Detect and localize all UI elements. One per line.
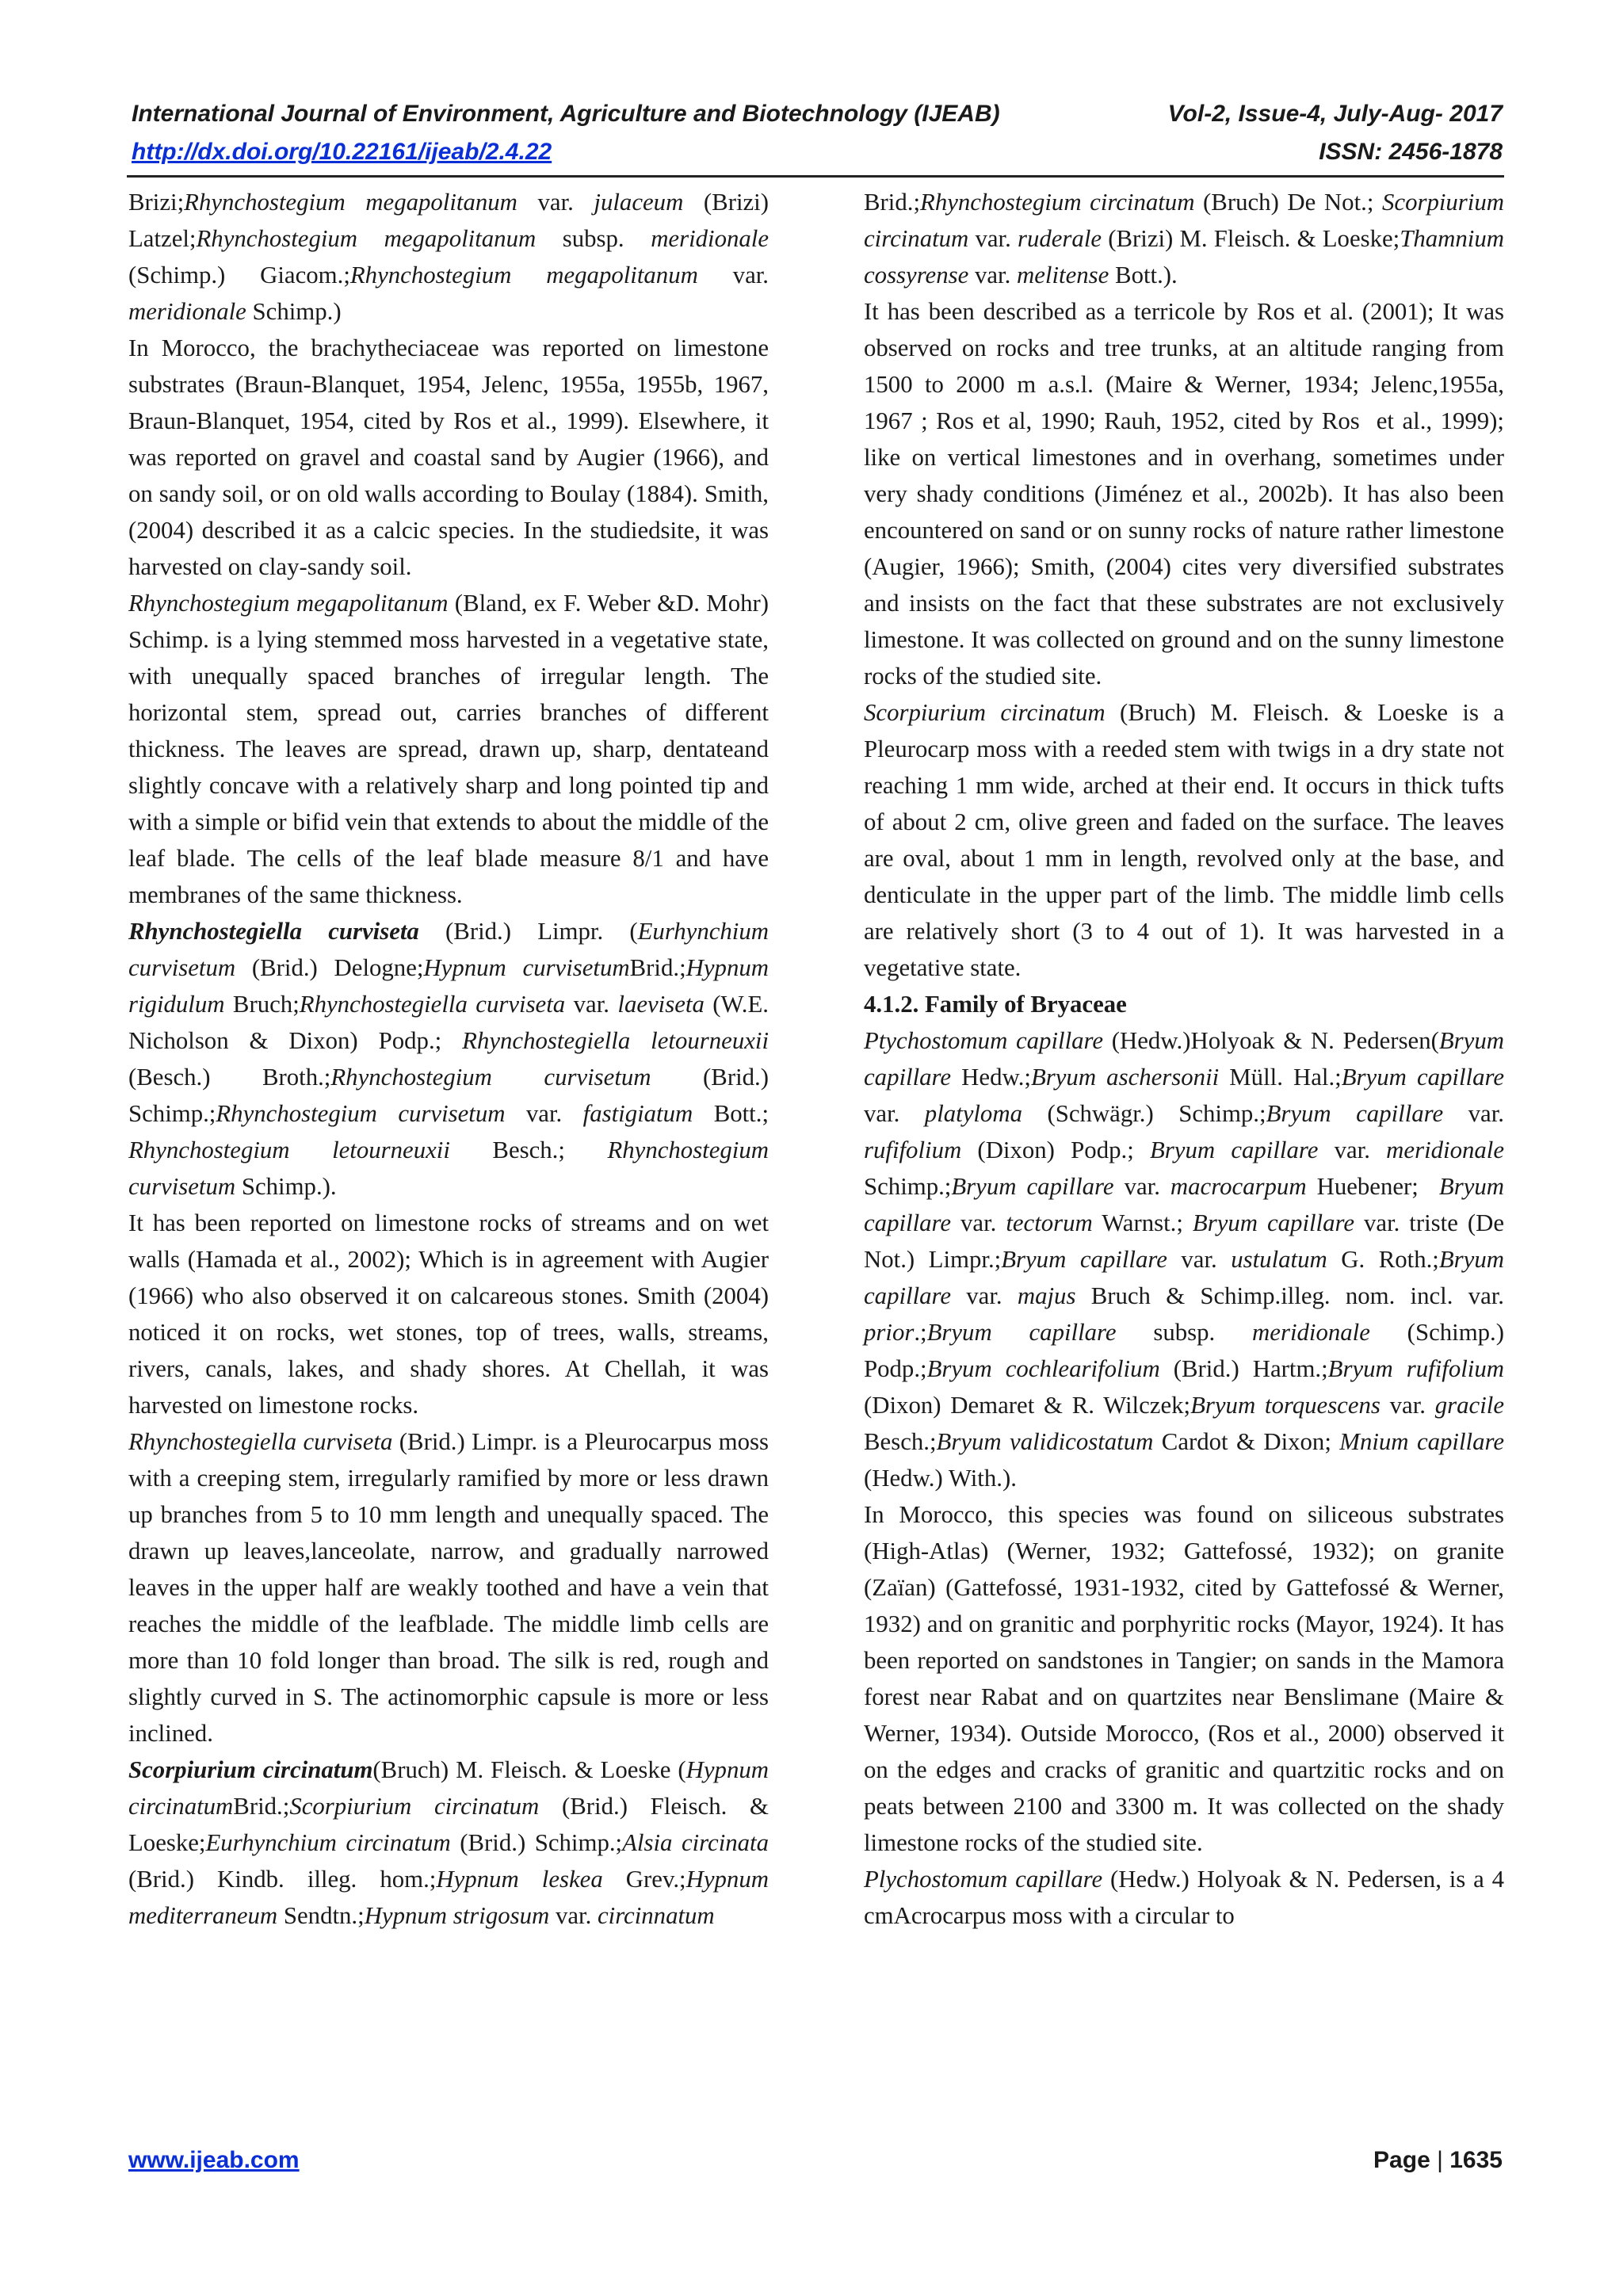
paragraph: Scorpiurium circinatum(Bruch) M. Fleisch. & Loeske (Hypnum circinatumBrid.;Scorpiurium circinatum (Brid.) Fleisch. & Loeske;Eurhynchium circinatum (Brid.) Schimp.;Alsia circinata (Brid.) Kindb. illeg. hom.;Hypnum leskea Grev.;Hypnum mediterraneum Sendtn.;Hypnum strigosum var. circinnatum [128,1756,769,1929]
left-column [128,184,769,1934]
journal-title: International Journal of Environment, Agriculture and Biotechnology (IJEAB) [132,101,1000,127]
header-divider [127,175,1504,178]
paragraph: Plychostomum capillare (Hedw.) Holyoak & N. Pedersen, is a 4 cmAcrocarpus moss with a circular to [864,1866,1504,1929]
paragraph: Rhynchostegiella curviseta (Brid.) Limpr. (Eurhynchium curvisetum (Brid.) Delogne;Hypnum curvisetumBrid.;Hypnum rigidulum Bruch;Rhynchostegiella curviseta var. laeviseta (W.E. Nicholson & Dixon) Podp.; Rhynchostegiella letourneuxii (Besch.) Broth.;Rhynchostegium curvisetum (Brid.) Schimp.;Rhynchostegium curvisetum var. fastigiatum Bott.; Rhynchostegium letourneuxii Besch.; Rhynchostegium curvisetum Schimp.). [128,918,769,1200]
page-separator: | [1437,2147,1443,2173]
volume-issue: Vol-2, Issue-4, July-Aug- 2017 [1167,101,1503,127]
page-number-value: 1635 [1449,2147,1503,2173]
right-column [864,184,1504,1934]
paragraph: Rhynchostegiella curviseta (Brid.) Limpr. is a Pleurocarpus moss with a creeping stem, irregularly ramified by more or less drawn up branches from 5 to 10 mm length and unequally spaced. The drawn up leaves,lanceolate, narrow, and gradually narrowed leaves in the upper half are weakly toothed and have a vein that reaches the middle of the leafblade. The middle limb cells are more than 10 fold longer than broad. The silk is red, rough and slightly curved in S. The actinomorphic capsule is more or less inclined. [128,1428,769,1747]
paragraph: Rhynchostegium megapolitanum (Bland, ex F. Weber &D. Mohr) Schimp. is a lying stemmed moss harvested in a vegetative state, with unequally spaced branches of irregular length. The horizontal stem, spread out, carries branches of different thickness. The leaves are spread, drawn up, sharp, dentateand slightly concave with a relatively sharp and long pointed tip and with a simple or bifid vein that extends to about the middle of the leaf blade. The cells of the leaf blade measure 8/1 and have membranes of the same thickness. [128,590,769,908]
page-label: Page [1373,2147,1430,2173]
website-link[interactable]: www.ijeab.com [128,2147,300,2173]
section-heading: 4.1.2. Family of Bryaceae [864,991,1127,1018]
paragraph: Ptychostomum capillare (Hedw.)Holyoak & N. Pedersen(Bryum capillare Hedw.;Bryum aschersonii Müll. Hal.;Bryum capillare var. platyloma (Schwägr.) Schimp.;Bryum capillare var. rufifolium (Dixon) Podp.; Bryum capillare var. meridionale Schimp.;Bryum capillare var. macrocarpum Huebener; Bryum capillare var. tectorum Warnst.; Bryum capillare var. triste (De Not.) Limpr.;Bryum capillare var. ustulatum G. Roth.;Bryum capillare var. majus Bruch & Schimp.illeg. nom. incl. var. prior.;Bryum capillare subsp. meridionale (Schimp.) Podp.;Bryum cochlearifolium (Brid.) Hartm.;Bryum rufifolium (Dixon) Demaret & R. Wilczek;Bryum torquescens var. gracile Besch.;Bryum validicostatum Cardot & Dixon; Mnium capillare (Hedw.) With.). [864,1027,1504,1492]
page-number [1373,2146,1503,2175]
paragraph: Brid.;Rhynchostegium circinatum (Bruch) De Not.; Scorpiurium circinatum var. ruderale (Brizi) M. Fleisch. & Loeske;Thamnium cossyrense var. melitense Bott.). [864,189,1504,288]
paragraph: In Morocco, the brachytheciaceae was reported on limestone substrates (Braun-Blanquet, 1954, Jelenc, 1955a, 1955b, 1967, Braun-Blanquet, 1954, cited by Ros et al., 1999). Elsewhere, it was reported on gravel and coastal sand by Augier (1966), and on sandy soil, or on old walls according to Boulay (1884). Smith, (2004) described it as a calcic species. In the studiedsite, it was harvested on clay-sandy soil. [128,334,769,580]
paragraph: Brizi;Rhynchostegium megapolitanum var. julaceum (Brizi) Latzel;Rhynchostegium megapolitanum subsp. meridionale (Schimp.) Giacom.;Rhynchostegium megapolitanum var. meridionale Schimp.) [128,189,769,325]
doi-link[interactable]: http://dx.doi.org/10.22161/ijeab/2.4.22 [132,139,552,165]
paragraph: It has been reported on limestone rocks of streams and on wet walls (Hamada et al., 2002); Which is in agreement with Augier (1966) who also observed it on calcareous stones. Smith (2004) noticed it on rocks, wet stones, top of trees, walls, streams, rivers, canals, lakes, and shady shores. At Chellah, it was harvested on limestone rocks. [128,1209,769,1419]
paragraph: It has been described as a terricole by Ros et al. (2001); It was observed on rocks and tree trunks, at an altitude ranging from 1500 to 2000 m a.s.l. (Maire & Werner, 1934; Jelenc,1955a, 1967 ; Ros et al, 1990; Rauh, 1952, cited by Ros et al., 1999); like on vertical limestones and in overhang, sometimes under very shady conditions (Jiménez et al., 2002b). It has also been encountered on sand or on sunny rocks of nature rather limestone (Augier, 1966); Smith, (2004) cites very diversified substrates and insists on the fact that these substrates are not exclusively limestone. It was collected on ground and on the sunny limestone rocks of the studied site. [864,298,1504,690]
paragraph: In Morocco, this species was found on siliceous substrates (High-Atlas) (Werner, 1932; Gattefossé, 1932); on granite (Zaïan) (Gattefossé, 1931-1932, cited by Gattefossé & Werner, 1932) and on granitic and porphyritic rocks (Mayor, 1924). It has been reported on sandstones in Tangier; on sands in the Mamora forest near Rabat and on quartzites near Benslimane (Maire & Werner, 1934). Outside Morocco, (Ros et al., 2000) observed it on the edges and cracks of granitic and quartzitic rocks and on peats between 2100 and 3300 m. It was collected on the shady limestone rocks of the studied site. [864,1501,1504,1856]
paragraph: Scorpiurium circinatum (Bruch) M. Fleisch. & Loeske is a Pleurocarp moss with a reeded stem with twigs in a dry state not reaching 1 mm wide, arched at their end. It occurs in thick tufts of about 2 cm, olive green and faded on the surface. The leaves are oval, about 1 mm in length, revolved only at the base, and denticulate in the upper part of the limb. The middle limb cells are relatively short (3 to 4 out of 1). It was harvested in a vegetative state. [864,699,1504,981]
issn: ISSN: 2456-1878 [1319,139,1503,165]
